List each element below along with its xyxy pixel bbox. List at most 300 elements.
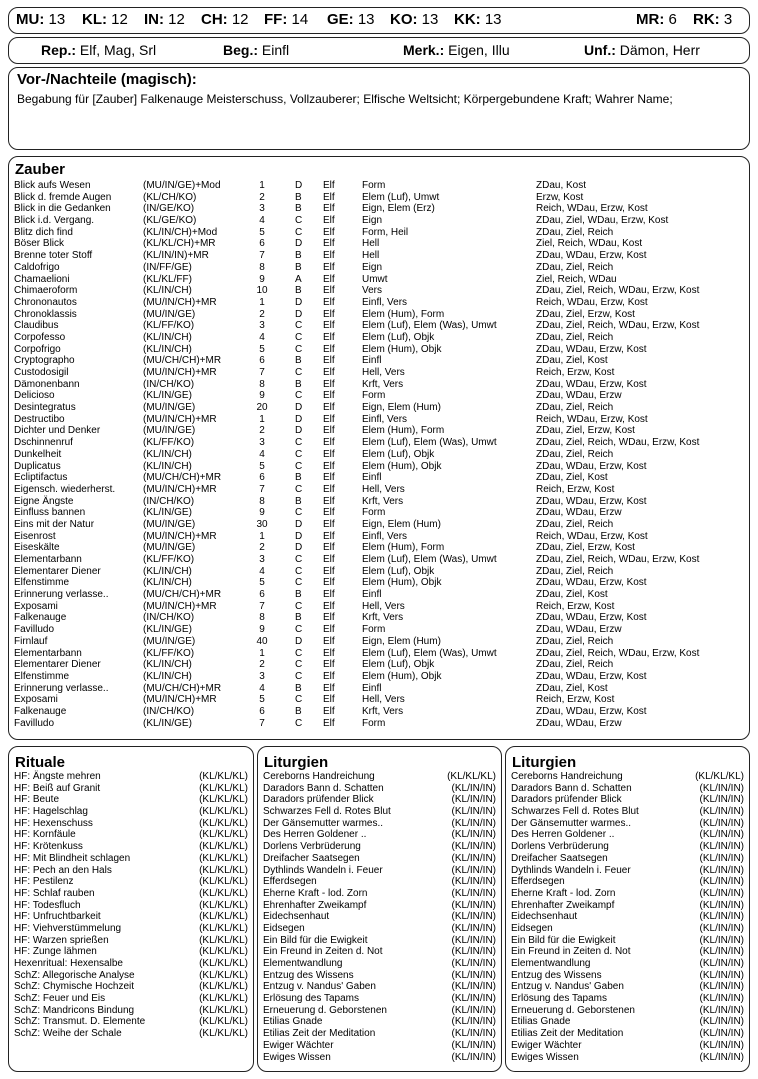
advantages-text: Begabung für [Zauber] Falkenauge Meisterschuss, Vollzauberer; Elfische Weltsicht; Körpergebundene Kraft; Wahrer Name;	[17, 92, 673, 106]
spell-row	[14, 414, 749, 426]
spell-cost: 1	[259, 180, 265, 191]
ritual-row-name: HF: Warzen sprießen	[14, 934, 109, 946]
spell-complexity: C	[295, 600, 303, 612]
ritual-row-name: SchZ: Mandricons Bindung	[14, 1004, 135, 1016]
ritual-row	[14, 818, 248, 830]
liturgy-row-attributes: (KL/IN/IN)	[699, 794, 744, 806]
spell-attributes: (MU/IN/GE)	[143, 542, 196, 554]
spell-cost: 4	[259, 331, 265, 343]
spell-cost: 4	[259, 448, 265, 460]
liturgy-row-name: Eidsegen	[263, 922, 305, 934]
spell-complexity: B	[295, 261, 302, 273]
spell-row	[14, 402, 749, 414]
spell-modifiers: ZDau, Ziel, Reich	[536, 226, 614, 238]
liturgy-row	[511, 794, 744, 806]
liturgy-row	[511, 888, 744, 900]
info-unfaehigkeit: Unf.: Dämon, Herr	[584, 42, 700, 58]
spell-representation: Elf	[323, 448, 335, 460]
liturgy-row	[511, 1052, 744, 1064]
liturgy-row-name: Etilias Gnade	[263, 1016, 323, 1028]
ritual-row-name: SchZ: Transmut. D. Elemente	[14, 1016, 146, 1028]
liturgy-row-attributes: (KL/IN/IN)	[699, 887, 744, 899]
spell-name: Eigne Ängste	[14, 495, 74, 507]
spell-cost: 4	[259, 565, 265, 577]
spell-cost: 7	[259, 717, 265, 729]
spell-features: Elem (Luf), Elem (Was), Umwt	[362, 554, 497, 565]
spell-name: Blick i.d. Vergang.	[14, 215, 95, 227]
spell-name: Ecliptifactus	[14, 472, 68, 484]
spell-name: Claudibus	[14, 320, 59, 332]
spell-row	[14, 332, 749, 344]
spell-modifiers: ZDau, WDau, Erzw, Kost	[536, 250, 647, 262]
liturgy-row-name: Der Gänsemutter warmes..	[263, 817, 384, 829]
ritual-row	[14, 970, 248, 982]
ritual-row-attributes: (KL/KL/KL)	[199, 911, 248, 923]
spell-modifiers: ZDau, Ziel, Kost	[536, 589, 608, 601]
spell-features: Einfl	[362, 589, 382, 601]
spell-representation: Elf	[323, 705, 335, 717]
liturgy-row-name: Elementwandlung	[263, 958, 343, 969]
ritual-row-name: Hexenritual: Hexensalbe	[14, 958, 123, 969]
spell-cost: 1	[259, 647, 265, 659]
spell-representation: Elf	[323, 624, 335, 636]
liturgy-row-name: Ewiges Wissen	[263, 1051, 331, 1063]
ritual-row-name: HF: Todesfluch	[14, 899, 81, 911]
spell-features: Elem (Hum), Form	[362, 425, 445, 437]
liturgies-panel-2	[505, 746, 750, 1072]
liturgy-row-attributes: (KL/IN/IN)	[451, 981, 496, 993]
spell-attributes: (MU/IN/CH)+MR	[143, 483, 217, 495]
spell-attributes: (MU/IN/GE)	[143, 308, 196, 320]
spell-attributes: (KL/IN/CH)+Mod	[143, 226, 218, 238]
spell-name: Cryptographo	[14, 355, 75, 367]
spell-features: Elem (Hum), Form	[362, 542, 445, 554]
spell-row	[14, 601, 749, 613]
spell-attributes: (MU/CH/CH)+MR	[143, 472, 222, 484]
spell-features: Hell, Vers	[362, 483, 405, 495]
spell-modifiers: ZDau, WDau, Erzw	[536, 717, 622, 729]
ritual-row	[14, 865, 248, 877]
liturgy-row-attributes: (KL/IN/IN)	[699, 969, 744, 981]
spell-representation: Elf	[323, 273, 335, 285]
spell-representation: Elf	[323, 542, 335, 554]
spell-cost: 8	[259, 261, 265, 273]
spell-complexity: B	[295, 612, 302, 624]
spell-complexity: D	[295, 425, 303, 437]
liturgy-row	[263, 841, 496, 853]
liturgy-row-attributes: (KL/IN/IN)	[699, 899, 744, 911]
liturgy-row	[263, 818, 496, 830]
ritual-row	[14, 911, 248, 923]
liturgy-row-attributes: (KL/IN/IN)	[451, 1004, 496, 1016]
spell-features: Elem (Hum), Objk	[362, 343, 442, 355]
liturgy-row-attributes: (KL/IN/IN)	[699, 958, 744, 969]
liturgy-row-name: Daradors Bann d. Schatten	[511, 782, 632, 794]
liturgy-row	[511, 900, 744, 912]
spell-attributes: (MU/IN/CH)+MR	[143, 413, 217, 425]
liturgy-row-name: Des Herren Goldener ..	[511, 829, 615, 841]
liturgy-row-attributes: (KL/IN/IN)	[699, 1039, 744, 1051]
liturgy-row	[511, 865, 744, 877]
spell-attributes: (MU/IN/CH)+MR	[143, 600, 217, 612]
liturgy-row	[511, 818, 744, 830]
spell-attributes: (MU/IN/CH)+MR	[143, 367, 217, 378]
spell-cost: 3	[259, 203, 265, 215]
spell-cost: 5	[259, 460, 265, 472]
liturgy-row-attributes: (KL/IN/IN)	[451, 1016, 496, 1028]
spell-row	[14, 449, 749, 461]
ritual-row-name: HF: Pestilenz	[14, 876, 74, 888]
liturgy-row-attributes: (KL/IN/IN)	[451, 1051, 496, 1063]
spell-cost: 5	[259, 694, 265, 706]
spell-row	[14, 379, 749, 391]
liturgy-row	[511, 1028, 744, 1040]
ritual-row-attributes: (KL/KL/KL)	[199, 946, 248, 958]
spell-row	[14, 589, 749, 601]
spell-attributes: (KL/IN/GE)	[143, 507, 192, 519]
ritual-row-attributes: (KL/KL/KL)	[199, 841, 248, 853]
liturgy-row-name: Ein Freund in Zeiten d. Not	[263, 946, 383, 958]
ritual-row-attributes: (KL/KL/KL)	[199, 1016, 248, 1028]
spell-attributes: (KL/IN/GE)	[143, 717, 192, 729]
stat-ff: FF: 14	[264, 11, 309, 28]
spell-modifiers: Erzw, Kost	[536, 191, 584, 203]
liturgy-row-attributes: (KL/IN/IN)	[699, 981, 744, 993]
spell-attributes: (KL/IN/CH)	[143, 659, 192, 671]
spell-cost: 3	[259, 670, 265, 682]
spell-representation: Elf	[323, 308, 335, 320]
spell-name: Eisenrost	[14, 530, 56, 542]
spell-attributes: (KL/IN/CH)	[143, 670, 192, 682]
liturgy-row-attributes: (KL/IN/IN)	[699, 922, 744, 934]
spell-name: Böser Blick	[14, 238, 65, 250]
ritual-row	[14, 981, 248, 993]
spell-representation: Elf	[323, 472, 335, 484]
spell-complexity: B	[295, 355, 302, 367]
spell-name: Falkenauge	[14, 705, 67, 717]
spell-cost: 6	[259, 472, 265, 484]
spell-row	[14, 694, 749, 706]
spell-modifiers: ZDau, WDau, Erzw, Kost	[536, 495, 647, 507]
spell-cost: 5	[259, 343, 265, 355]
ritual-row-name: HF: Hagelschlag	[14, 806, 88, 818]
liturgy-row	[263, 783, 496, 795]
liturgy-row-name: Efferdsegen	[263, 876, 317, 888]
spell-representation: Elf	[323, 460, 335, 472]
ritual-row-attributes: (KL/KL/KL)	[199, 1028, 248, 1040]
spell-name: Dunkelheit	[14, 448, 62, 460]
spell-row	[14, 461, 749, 473]
liturgy-row-name: Elementwandlung	[511, 958, 591, 969]
spell-cost: 2	[259, 308, 265, 320]
spell-representation: Elf	[323, 589, 335, 601]
spell-modifiers: ZDau, WDau, Erzw, Kost	[536, 670, 647, 682]
liturgy-row	[511, 970, 744, 982]
liturgy-row	[263, 1028, 496, 1040]
spell-complexity: D	[295, 542, 303, 554]
spell-complexity: D	[295, 518, 303, 530]
spell-attributes: (MU/CH/CH)+MR	[143, 355, 222, 367]
spell-attributes: (MU/IN/GE)	[143, 402, 196, 414]
spell-cost: 9	[259, 273, 265, 285]
spell-modifiers: Reich, WDau, Erzw, Kost	[536, 413, 648, 425]
liturgy-row-name: Entzug v. Nandus' Gaben	[511, 981, 624, 993]
spell-row	[14, 297, 749, 309]
spell-row	[14, 425, 749, 437]
spell-representation: Elf	[323, 577, 335, 589]
spell-modifiers: Ziel, Reich, WDau	[536, 273, 617, 285]
spell-name: Erinnerung verlasse..	[14, 682, 109, 694]
spell-attributes: (MU/IN/GE)	[143, 425, 196, 437]
liturgy-row-attributes: (KL/IN/IN)	[451, 993, 496, 1005]
spell-features: Form	[362, 624, 386, 636]
liturgy-row-name: Dorlens Verbrüderung	[263, 841, 361, 853]
spell-row	[14, 484, 749, 496]
spell-modifiers: ZDau, Ziel, Reich	[536, 448, 614, 460]
spell-complexity: C	[295, 390, 303, 402]
spell-cost: 1	[259, 530, 265, 542]
spell-representation: Elf	[323, 331, 335, 343]
spell-complexity: C	[295, 437, 303, 449]
ritual-row-name: HF: Beiß auf Granit	[14, 782, 101, 794]
liturgy-row-name: Entzug des Wissens	[511, 969, 602, 981]
spell-cost: 8	[259, 378, 265, 390]
liturgy-row-name: Etilias Gnade	[511, 1016, 571, 1028]
spell-complexity: C	[295, 554, 303, 565]
spell-cost: 2	[259, 542, 265, 554]
spell-row	[14, 320, 749, 332]
spell-attributes: (KL/FF/KO)	[143, 554, 195, 565]
spell-complexity: C	[295, 717, 303, 729]
liturgy-row	[263, 993, 496, 1005]
spell-name: Eigensch. wiederherst.	[14, 483, 116, 495]
liturgy-row-attributes: (KL/IN/IN)	[699, 841, 744, 853]
spell-row	[14, 566, 749, 578]
advantages-panel	[8, 67, 750, 150]
spell-name: Falkenauge	[14, 612, 67, 624]
spell-row	[14, 227, 749, 239]
spell-row	[14, 250, 749, 262]
spell-name: Favilludo	[14, 624, 55, 636]
info-representation: Rep.: Elf, Mag, Srl	[41, 42, 157, 58]
liturgies-title: Liturgien	[264, 754, 329, 771]
spell-features: Elem (Luf), Objk	[362, 331, 435, 343]
spell-features: Form	[362, 390, 386, 402]
ritual-row	[14, 876, 248, 888]
spell-complexity: D	[295, 413, 303, 425]
spell-cost: 3	[259, 320, 265, 332]
spell-modifiers: ZDau, Ziel, Reich	[536, 518, 614, 530]
spell-attributes: (IN/CH/KO)	[143, 705, 195, 717]
spell-complexity: B	[295, 203, 302, 215]
ritual-row-name: HF: Unfruchtbarkeit	[14, 911, 101, 923]
ritual-row-name: SchZ: Allegorische Analyse	[14, 969, 135, 981]
spell-complexity: C	[295, 670, 303, 682]
liturgy-row	[263, 806, 496, 818]
ritual-row-name: SchZ: Weihe der Schale	[14, 1028, 122, 1040]
liturgy-row-attributes: (KL/IN/IN)	[451, 969, 496, 981]
liturgy-row-attributes: (KL/IN/IN)	[699, 876, 744, 888]
liturgy-row-attributes: (KL/IN/IN)	[451, 852, 496, 864]
ritual-row	[14, 993, 248, 1005]
liturgy-row-name: Ehrenhafter Zweikampf	[263, 899, 367, 911]
spell-attributes: (IN/CH/KO)	[143, 378, 195, 390]
spells-title: Zauber	[15, 161, 66, 178]
spell-representation: Elf	[323, 530, 335, 542]
liturgy-row-attributes: (KL/IN/IN)	[699, 782, 744, 794]
spell-modifiers: Reich, Erzw, Kost	[536, 694, 615, 706]
spell-cost: 9	[259, 624, 265, 636]
spell-modifiers: ZDau, Ziel, Reich	[536, 635, 614, 647]
spell-modifiers: ZDau, WDau, Erzw, Kost	[536, 705, 647, 717]
spell-complexity: D	[295, 530, 303, 542]
liturgy-row-name: Der Gänsemutter warmes..	[511, 817, 632, 829]
spell-representation: Elf	[323, 495, 335, 507]
spell-representation: Elf	[323, 390, 335, 402]
liturgies-panel-1	[257, 746, 502, 1072]
ritual-row-attributes: (KL/KL/KL)	[199, 969, 248, 981]
liturgy-row-name: Ewiger Wächter	[511, 1039, 582, 1051]
spell-features: Elem (Hum), Objk	[362, 577, 442, 589]
spell-name: Dämonenbann	[14, 378, 80, 390]
ritual-row-attributes: (KL/KL/KL)	[199, 771, 248, 782]
liturgy-row-attributes: (KL/IN/IN)	[699, 864, 744, 876]
liturgy-row	[511, 911, 744, 923]
spell-features: Elem (Luf), Umwt	[362, 191, 440, 203]
liturgy-row-attributes: (KL/IN/IN)	[451, 946, 496, 958]
spell-row	[14, 355, 749, 367]
spell-modifiers: ZDau, Ziel, Reich	[536, 402, 614, 414]
stat-ch: CH: 12	[201, 11, 249, 28]
spell-row	[14, 718, 749, 730]
spell-cost: 3	[259, 437, 265, 449]
spell-modifiers: Ziel, Reich, WDau, Kost	[536, 238, 643, 250]
spell-complexity: C	[295, 215, 303, 227]
liturgy-row-name: Eidsegen	[511, 922, 553, 934]
spell-complexity: D	[295, 180, 303, 191]
liturgy-row	[511, 1016, 744, 1028]
spell-modifiers: ZDau, Ziel, Reich	[536, 659, 614, 671]
spell-cost: 9	[259, 390, 265, 402]
spell-row	[14, 309, 749, 321]
attributes-bar	[8, 7, 750, 34]
spell-name: Corpofrigo	[14, 343, 61, 355]
spell-name: Duplicatus	[14, 460, 61, 472]
info-bar	[8, 37, 750, 64]
spell-name: Blick d. fremde Augen	[14, 191, 112, 203]
spell-modifiers: ZDau, Ziel, Kost	[536, 472, 608, 484]
spell-attributes: (KL/FF/KO)	[143, 647, 195, 659]
spell-name: Elementarer Diener	[14, 659, 101, 671]
spell-complexity: C	[295, 507, 303, 519]
spell-features: Krft, Vers	[362, 705, 404, 717]
ritual-row-name: HF: Krötenkuss	[14, 841, 83, 853]
spell-cost: 6	[259, 355, 265, 367]
spell-name: Caldofrigo	[14, 261, 60, 273]
spell-representation: Elf	[323, 180, 335, 191]
spell-row	[14, 274, 749, 286]
liturgy-row-attributes: (KL/IN/IN)	[699, 1016, 744, 1028]
liturgy-row	[263, 981, 496, 993]
spell-attributes: (MU/IN/CH)+MR	[143, 530, 217, 542]
spell-complexity: C	[295, 483, 303, 495]
spell-modifiers: ZDau, Ziel, Erzw, Kost	[536, 425, 635, 437]
liturgy-row-name: Ehrenhafter Zweikampf	[511, 899, 615, 911]
spell-complexity: B	[295, 250, 302, 262]
liturgy-row	[263, 911, 496, 923]
liturgy-row-name: Des Herren Goldener ..	[263, 829, 367, 841]
spell-features: Form	[362, 507, 386, 519]
spell-cost: 8	[259, 612, 265, 624]
stat-in: IN: 12	[144, 11, 185, 28]
spell-modifiers: ZDau, WDau, Erzw, Kost	[536, 612, 647, 624]
spell-cost: 7	[259, 367, 265, 378]
spell-modifiers: ZDau, Ziel, Reich	[536, 331, 614, 343]
spell-representation: Elf	[323, 659, 335, 671]
liturgy-row-attributes: (KL/IN/IN)	[451, 1028, 496, 1040]
ritual-row	[14, 783, 248, 795]
spell-name: Chrononautos	[14, 296, 77, 308]
spell-features: Elem (Luf), Elem (Was), Umwt	[362, 647, 497, 659]
spell-complexity: C	[295, 320, 303, 332]
spell-features: Einfl	[362, 355, 382, 367]
spell-modifiers: ZDau, Ziel, Reich	[536, 565, 614, 577]
stat-mu: MU: 13	[16, 11, 66, 28]
spell-representation: Elf	[323, 483, 335, 495]
liturgy-row	[511, 935, 744, 947]
spell-complexity: D	[295, 238, 303, 250]
ritual-row-name: HF: Hexenschuss	[14, 817, 93, 829]
liturgy-row-attributes: (KL/IN/IN)	[451, 782, 496, 794]
liturgy-row	[511, 1040, 744, 1052]
spell-features: Krft, Vers	[362, 495, 404, 507]
liturgy-row	[511, 841, 744, 853]
liturgy-row-attributes: (KL/IN/IN)	[699, 1004, 744, 1016]
ritual-row	[14, 794, 248, 806]
liturgy-row-name: Daradors prüfender Blick	[263, 794, 374, 806]
ritual-row-attributes: (KL/KL/KL)	[199, 829, 248, 841]
spell-complexity: C	[295, 577, 303, 589]
ritual-row-attributes: (KL/KL/KL)	[199, 1004, 248, 1016]
spell-attributes: (MU/IN/GE)	[143, 635, 196, 647]
spell-row	[14, 671, 749, 683]
spell-features: Hell	[362, 238, 380, 250]
spell-cost: 2	[259, 191, 265, 203]
spell-attributes: (KL/IN/GE)	[143, 624, 192, 636]
liturgy-row-name: Efferdsegen	[511, 876, 565, 888]
liturgies-list	[511, 771, 744, 1063]
spell-cost: 6	[259, 238, 265, 250]
spell-representation: Elf	[323, 670, 335, 682]
liturgy-row-attributes: (KL/IN/IN)	[451, 794, 496, 806]
liturgy-row-attributes: (KL/IN/IN)	[451, 899, 496, 911]
spell-representation: Elf	[323, 203, 335, 215]
spell-row	[14, 437, 749, 449]
spell-attributes: (KL/GE/KO)	[143, 215, 197, 227]
liturgies-list	[263, 771, 496, 1063]
spell-representation: Elf	[323, 600, 335, 612]
spell-name: Erinnerung verlasse..	[14, 589, 109, 601]
ritual-row-attributes: (KL/KL/KL)	[199, 794, 248, 806]
spell-features: Hell, Vers	[362, 367, 405, 378]
ritual-row	[14, 829, 248, 841]
spell-name: Eins mit der Natur	[14, 518, 95, 530]
spell-name: Chimaeroform	[14, 285, 78, 297]
liturgy-row	[263, 958, 496, 970]
liturgy-row-name: Eidechsenhaut	[263, 911, 330, 923]
spell-name: Corpofesso	[14, 331, 66, 343]
spell-attributes: (KL/IN/CH)	[143, 460, 192, 472]
